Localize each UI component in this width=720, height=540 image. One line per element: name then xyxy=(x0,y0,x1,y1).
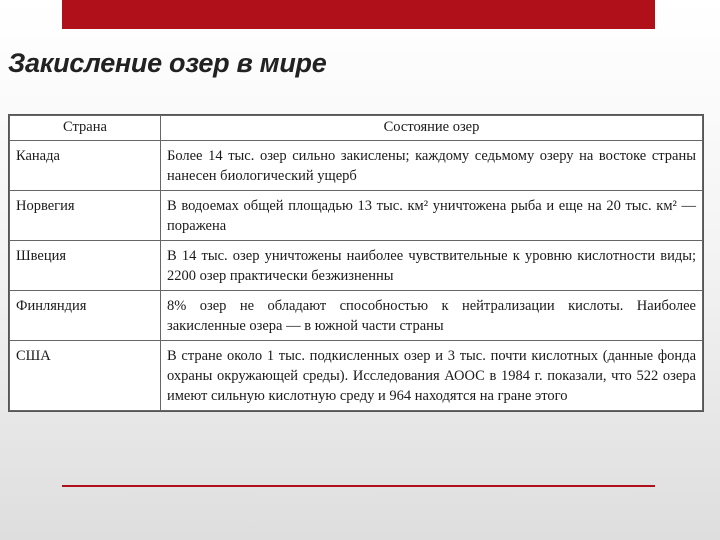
top-accent-bar xyxy=(62,0,655,29)
country-cell: Финляндия xyxy=(10,291,161,341)
table-row xyxy=(10,241,703,291)
status-cell: Более 14 тыс. озер сильно закислены; каждому седьмому озеру на востоке страны нанесен биологический ущерб xyxy=(161,141,703,191)
country-cell: США xyxy=(10,341,161,411)
status-cell: В водоемах общей площадью 13 тыс. км² уничтожена рыба и еще на 20 тыс. км² — поражена xyxy=(161,191,703,241)
country-cell: Канада xyxy=(10,141,161,191)
country-cell: Норвегия xyxy=(10,191,161,241)
table-row xyxy=(10,191,703,241)
bottom-accent-line xyxy=(62,485,655,487)
status-cell: В стране около 1 тыс. подкисленных озер и 3 тыс. почти кислотных (данные фонда охраны окружающей среды). Исследования АООС в 1984 г. показали, что 522 озера имеют сильную кислотную среду и 964 находятся на гране этого xyxy=(161,341,703,411)
status-cell: В 14 тыс. озер уничтожены наиболее чувствительные к уровню кислотности виды; 2200 озер практически безжизненны xyxy=(161,241,703,291)
header-status: Состояние озер xyxy=(161,116,703,141)
status-cell: 8% озер не обладают способностью к нейтрализации кислоты. Наиболее закисленные озера — в южной части страны xyxy=(161,291,703,341)
table-row xyxy=(10,291,703,341)
slide-title: Закисление озер в мире xyxy=(8,48,327,78)
table-row xyxy=(10,341,703,411)
table-row xyxy=(10,141,703,191)
header-country: Страна xyxy=(10,116,161,141)
table-header-row xyxy=(10,116,703,141)
lakes-table xyxy=(8,114,704,412)
country-cell: Швеция xyxy=(10,241,161,291)
